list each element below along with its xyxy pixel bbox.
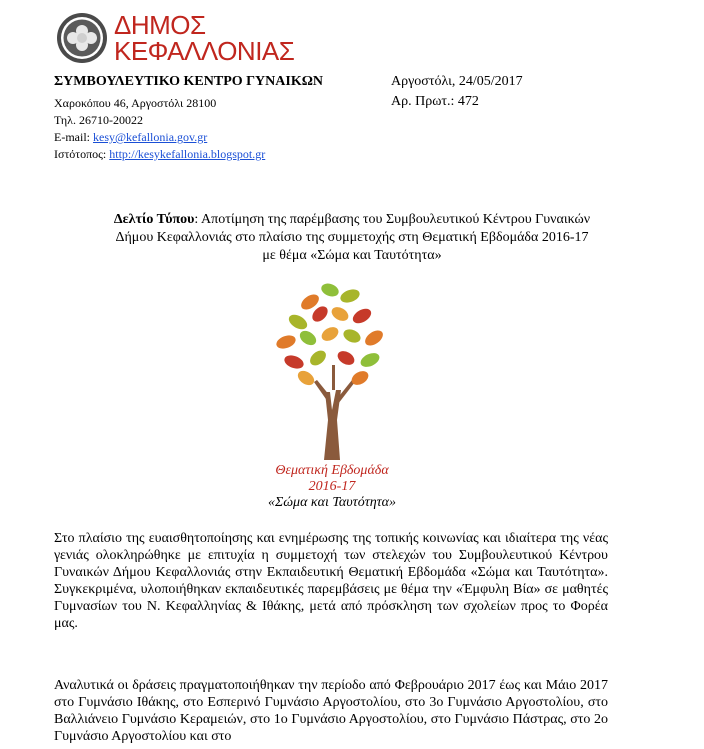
body-paragraph-1: Στο πλαίσιο της ευαισθητοποίησης και ενημέρωσης της τοπικής κοινωνίας και ιδιαίτερα της νέας γενιάς ολοκληρώθηκε με επιτυχία η συμμετοχή των στελεχών του Συμβουλευτικού Κέντρου Γυναικών Δήμου Κεφαλλονιάς στην Εκπαιδευτική Θεματική Εβδομάδα «Σώμα και Ταυτότητα». Συγκεκριμένα, υλοποιήθηκαν εκπαιδευτικές παρεμβάσεις με θέμα την «Έμφυλη Βία» σε μαθητές Γυμνασίων του Ν. Κεφαλληνίας & Ιθάκης, μετά από πρόσκληση των σχολείων προς το Φορέα μας. bbox=[54, 531, 608, 631]
caption-line2: 2016-17 bbox=[308, 479, 356, 494]
tree-logo-icon bbox=[262, 270, 402, 460]
caption-line3: «Σώμα και Ταυτότητα» bbox=[267, 495, 397, 510]
organization-name: ΣΥΜΒΟΥΛΕΥΤΙΚΟ ΚΕΝΤΡΟ ΓΥΝΑΙΚΩΝ bbox=[54, 74, 324, 89]
body-paragraph-2: Αναλυτικά οι δράσεις πραγματοποιήθηκαν την περίοδο από Φεβρουάριο 2017 έως και Μάιο 2017 στο Γυμνάσιο Ιθάκης, στο Εσπερινό Γυμνάσιο Αργοστολίου, στο 3ο Γυμνάσιο Αργοστολίου, στο Βαλλιάνειο Γυμνάσιο Κεραμειών, στο 1ο Γυμνάσιο Αργοστολίου, στο Γυμνάσιο Πάστρας, στο 2ο Γυμνάσιο Αργοστολίου και στο bbox=[54, 678, 608, 744]
protocol-number: Αρ. Πρωτ.: 472 bbox=[391, 94, 479, 109]
email-link[interactable]: kesy@kefallonia.gov.gr bbox=[93, 130, 208, 144]
municipality-seal-icon bbox=[56, 12, 108, 64]
municipality-logo bbox=[56, 10, 295, 66]
press-title-line2: Δήμου Κεφαλλονιάς στο πλαίσιο της συμμετοχής στη Θεματική Εβδομάδα 2016-17 bbox=[115, 230, 589, 245]
press-release-label: Δελτίο Τύπου bbox=[113, 212, 195, 227]
press-title-line1: : Αποτίμηση της παρέμβασης του Συμβουλευτικού Κέντρου Γυναικών bbox=[194, 212, 591, 227]
email-label: E-mail: bbox=[54, 130, 90, 144]
website-link[interactable]: http://kesykefallonia.blogspot.gr bbox=[109, 147, 266, 161]
address: Χαροκόπου 46, Αργοστόλι 28100 bbox=[54, 96, 217, 110]
email-line bbox=[54, 130, 207, 144]
press-title-line3: με θέμα «Σώμα και Ταυτότητα» bbox=[262, 248, 442, 263]
website-line bbox=[54, 147, 265, 161]
press-release-title bbox=[40, 211, 664, 265]
logo-text-line2: ΚΕΦΑΛΛΟΝΙΑΣ bbox=[114, 36, 295, 66]
caption-line1: Θεματική Εβδομάδα bbox=[275, 463, 389, 478]
logo-text-line1: ΔΗΜΟΣ bbox=[114, 10, 206, 40]
place-date: Αργοστόλι, 24/05/2017 bbox=[391, 74, 523, 89]
theme-caption bbox=[220, 463, 444, 511]
phone: Τηλ. 26710-20022 bbox=[54, 113, 143, 127]
website-label: Ιστότοπος: bbox=[54, 147, 107, 161]
